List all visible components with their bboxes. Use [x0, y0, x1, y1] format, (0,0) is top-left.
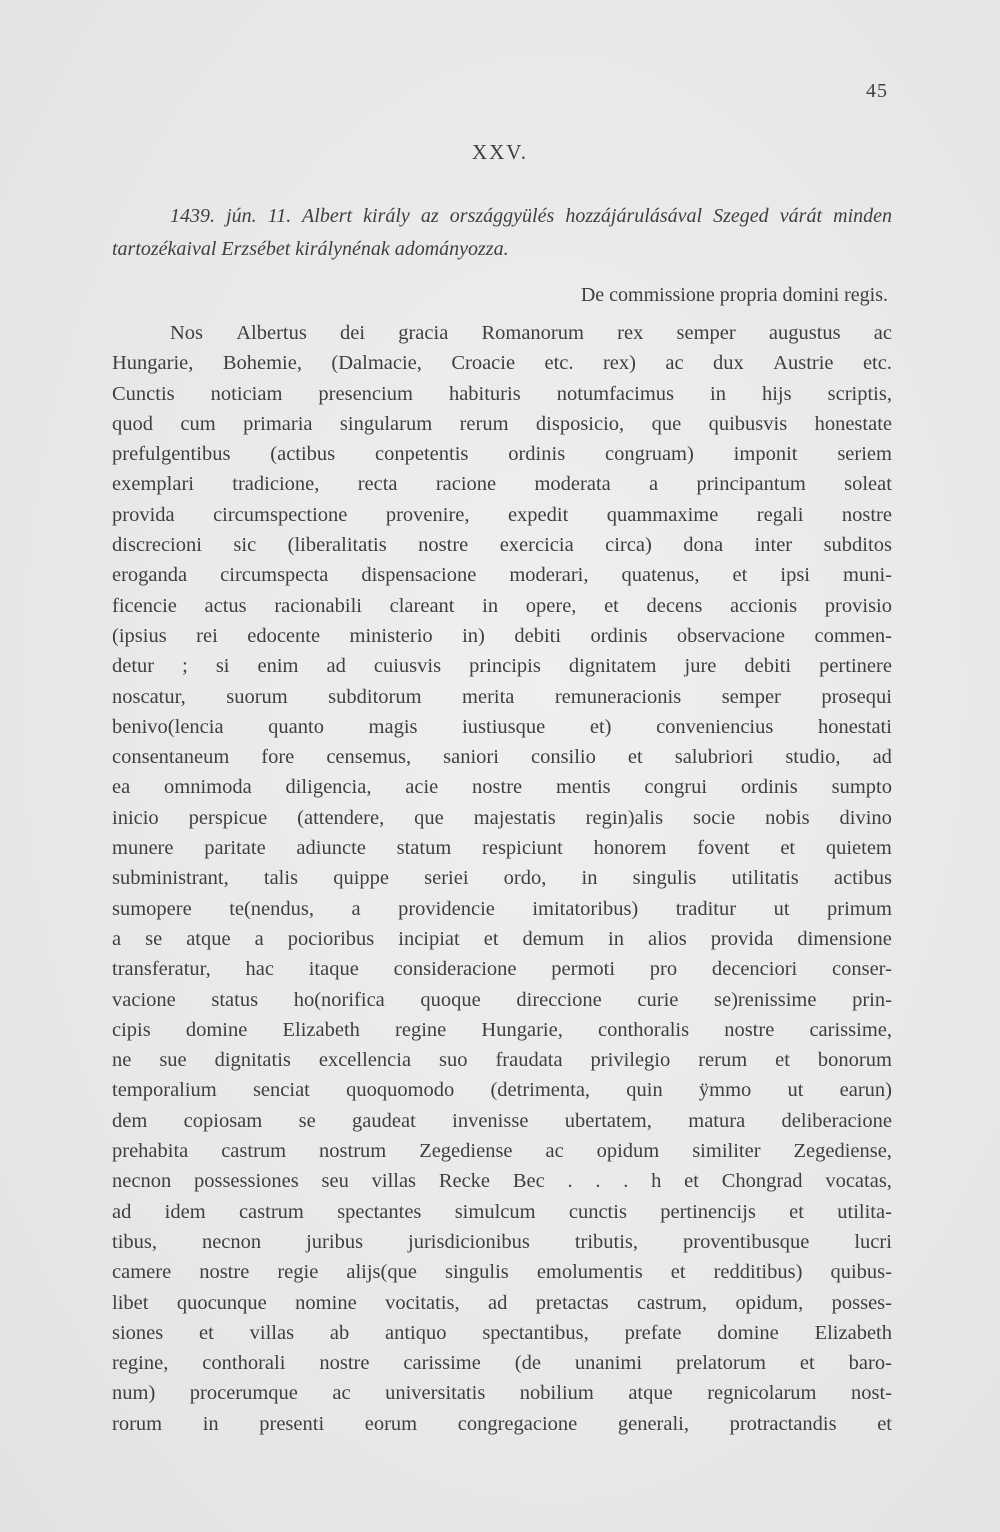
body-line: provida circumspectione provenire, expedit quammaxime regali nostre — [112, 503, 892, 526]
body-line: prehabita castrum nostrum Zegediense ac opidum similiter Zegediense, — [112, 1140, 892, 1163]
commission-note: De commissione propria domini regis. — [580, 284, 888, 306]
body-line: exemplari tradicione, recta racione moderata a principantum soleat — [112, 473, 892, 496]
body-line: detur ; si enim ad cuiusvis principis dignitatem jure debiti pertinere — [112, 655, 892, 678]
body-line: ea omnimoda diligencia, acie nostre mentis congrui ordinis sumpto — [112, 776, 892, 799]
body-line: prefulgentibus (actibus conpetentis ordinis congruam) imponit seriem — [112, 443, 892, 466]
body-line: rorum in presenti eorum congregacione generali, protractandis et — [112, 1412, 892, 1435]
body-line: ne sue dignitatis excellencia suo fraudata privilegio rerum et bonorum — [112, 1049, 892, 1072]
body-line: necnon possessiones seu villas Recke Bec . . . h et Chongrad vocatas, — [112, 1170, 892, 1193]
body-line: consentaneum fore censemus, saniori consilio et salubriori studio, ad — [112, 746, 892, 769]
body-line: libet quocunque nomine vocitatis, ad pretactas castrum, opidum, posses- — [112, 1291, 892, 1314]
body-line: quod cum primaria singularum rerum disposicio, que quibusvis honestate — [112, 412, 892, 435]
body-line: a se atque a pocioribus incipiat et demum in alios provida dimensione — [112, 927, 892, 950]
body-line: ad idem castrum spectantes simulcum cunctis pertinencijs et utilita- — [112, 1200, 892, 1223]
body-line: vacione status ho(norifica quoque direccione curie se)renissime prin- — [112, 988, 892, 1011]
charter-body-text — [112, 318, 892, 1439]
body-line: temporalium senciat quoquomodo (detrimenta, quin ÿmmo ut earun) — [112, 1079, 892, 1102]
page-number: 45 — [866, 80, 888, 102]
body-line: num) procerumque ac universitatis nobilium atque regnicolarum nost- — [112, 1382, 892, 1405]
body-line: noscatur, suorum subditorum merita remuneracionis semper prosequi — [112, 685, 892, 708]
body-line: cipis domine Elizabeth regine Hungarie, conthoralis nostre carissime, — [112, 1018, 892, 1041]
body-line: dem copiosam se gaudeat invenisse ubertatem, matura deliberacione — [112, 1109, 892, 1132]
body-line: Hungarie, Bohemie, (Dalmacie, Croacie etc. rex) ac dux Austrie etc. — [112, 352, 892, 375]
body-line: regine, conthorali nostre carissime (de unanimi prelatorum et baro- — [112, 1352, 892, 1375]
body-line: benivo(lencia quanto magis iustiusque et) conveniencius honestati — [112, 715, 892, 738]
body-line: camere nostre regie alijs(que singulis emolumentis et redditibus) quibus- — [112, 1261, 892, 1284]
document-number: XXV. — [471, 140, 529, 164]
body-line: sumopere te(nendus, a providencie imitatoribus) traditur ut primum — [112, 897, 892, 920]
body-line: (ipsius rei edocente ministerio in) debiti ordinis observacione commen- — [112, 624, 892, 647]
body-line: discrecioni sic (liberalitatis nostre exercicia circa) dona inter subditos — [112, 534, 892, 557]
body-line: munere paritate adiuncte statum respiciunt honorem fovent et quietem — [112, 837, 892, 860]
body-line: Nos Albertus dei gracia Romanorum rex semper augustus ac — [170, 322, 892, 344]
body-line: subministrant, talis quippe seriei ordo, in singulis utilitatis actibus — [112, 867, 892, 890]
body-line: transferatur, hac itaque consideracione permoti pro decenciori conser- — [112, 958, 892, 981]
body-line: Cunctis noticiam presencium habituris notumfacimus in hijs scriptis, — [112, 382, 892, 405]
charter-summary-heading: 1439. jún. 11. Albert király az országgyülés hozzájárulásával Szeged várát minden tartozékaival Erzsébet királynénak adományozza. — [112, 205, 892, 260]
body-line: inicio perspicue (attendere, que majestatis regin)alis socie nobis divino — [112, 806, 892, 829]
body-line: siones et villas ab antiquo spectantibus, prefate domine Elizabeth — [112, 1321, 892, 1344]
body-line: eroganda circumspecta dispensacione moderari, quatenus, et ipsi muni- — [112, 564, 892, 587]
body-line: ficencie actus racionabili clareant in opere, et decens accionis provisio — [112, 594, 892, 617]
body-line: tibus, necnon juribus jurisdicionibus tributis, proventibusque lucri — [112, 1230, 892, 1253]
